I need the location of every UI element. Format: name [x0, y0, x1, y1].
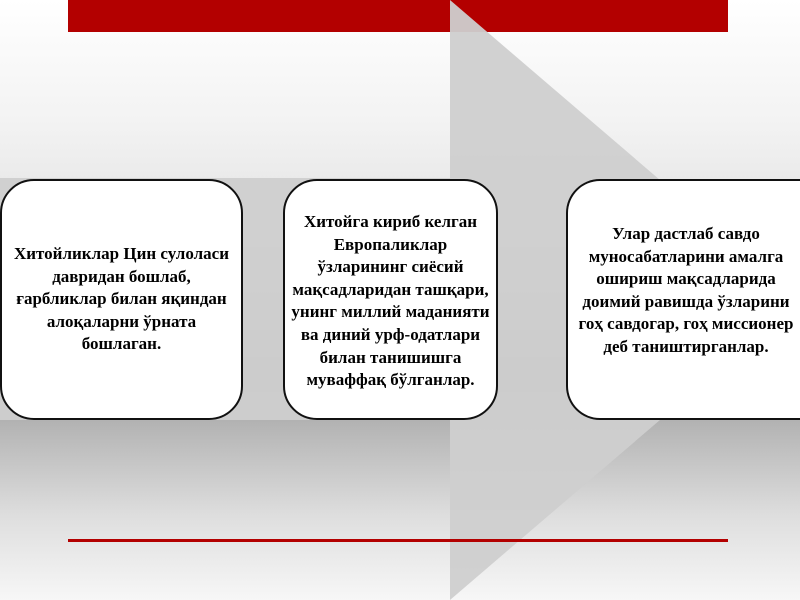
step-box-3 [566, 179, 800, 420]
step-box-2-text: Хитойга кириб келган Европаликлар ўзларининг сиёсий мақсадларидан ташқари, унинг миллий маданияти ва диний урф-одатлари билан танишишга муваффақ бўлганлар. [291, 212, 490, 390]
step-box-3-text: Улар дастлаб савдо муносабатларини амалга ошириш мақсадларида доимий равишда ўзларини гоҳ савдогар, гоҳ миссионер деб таништирганлар. [578, 224, 794, 356]
bottom-accent-line [68, 539, 728, 542]
step-box-1 [0, 179, 243, 420]
step-box-1-text: Хитойликлар Цин сулоласи давридан бошлаб, ғарбликлар билан яқиндан алоқаларни ўрната бошлаган. [13, 244, 229, 354]
step-box-2 [283, 179, 498, 420]
